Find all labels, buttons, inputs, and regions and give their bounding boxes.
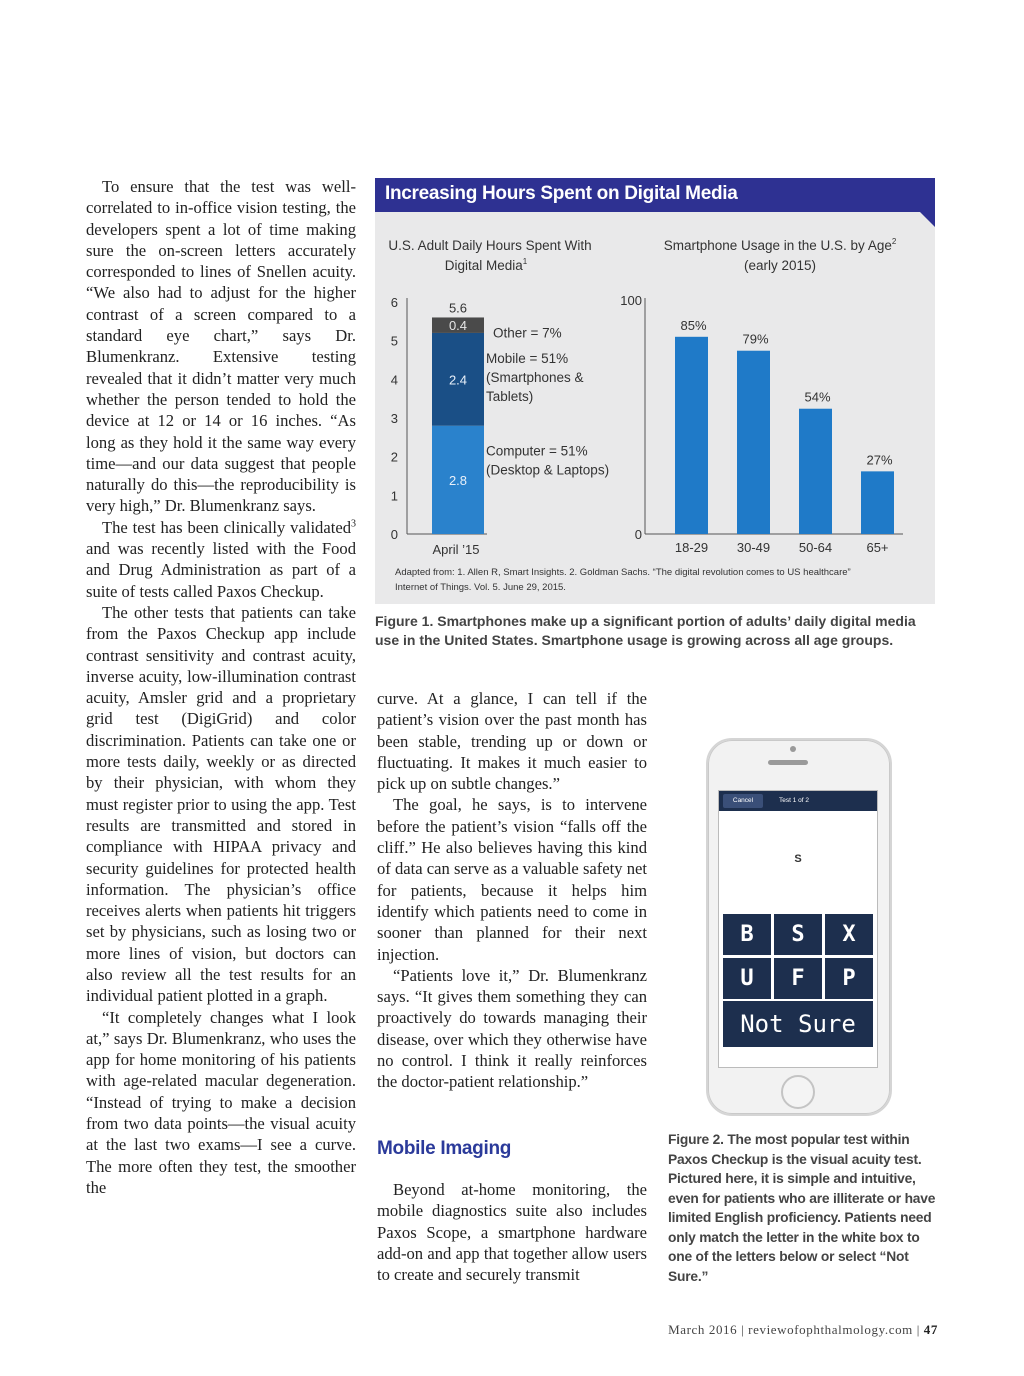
footer-site: reviewofophthalmology.com xyxy=(748,1322,913,1337)
chart1-category-label: April ’15 xyxy=(432,542,480,557)
chart2-bar-label: 54% xyxy=(804,389,831,405)
letter-key-x[interactable]: X xyxy=(825,914,873,955)
chart2-title-line2: (early 2015) xyxy=(743,258,817,273)
chart1-legend-entry: (Desktop & Laptops) xyxy=(486,462,610,478)
speaker-icon xyxy=(768,760,808,765)
phone-screen xyxy=(718,790,878,1068)
figure1-banner-notch xyxy=(920,212,935,227)
chart2-category-label: 65+ xyxy=(866,540,889,555)
test-progress-label: Test 1 of 2 xyxy=(779,797,809,804)
chart2-ytick-label: 100 xyxy=(620,293,642,308)
figure1-title: Increasing Hours Spent on Digital Media xyxy=(385,183,738,204)
chart2-bar-label: 27% xyxy=(866,452,893,468)
chart1-total-label: 5.6 xyxy=(448,300,468,316)
target-letter: S xyxy=(794,853,802,865)
chart2-bar xyxy=(799,409,832,534)
paragraph: The goal, he says, is to intervene before the patient’s vision “falls off the cliff.” He also believes having this kind of data can serve as a valuable safety net for patients, because it helps him identify which patients need to come in sooner than planned for their next injection. xyxy=(377,795,647,964)
figure1-caption: Figure 1. Smartphones make up a significant portion of adults’ daily digital media use in the United States. Smartphone usage is growing across all age groups. xyxy=(375,613,916,648)
paragraph: Beyond at-home monitoring, the mobile diagnostics suite also includes Paxos Scope, a smartphone hardware add-on and app that together allow users to create and securely transmit xyxy=(377,1180,647,1285)
article-column-middle xyxy=(377,688,647,1093)
chart2-category-label: 30-49 xyxy=(736,540,771,555)
letter-key-f[interactable]: F xyxy=(774,958,822,999)
chart1-title-line1: U.S. Adult Daily Hours Spent With xyxy=(388,238,592,253)
cancel-button[interactable]: Cancel xyxy=(723,794,763,808)
camera-icon xyxy=(790,746,796,752)
chart1-ytick-label: 1 xyxy=(390,488,398,504)
letter-key-b[interactable]: B xyxy=(723,914,771,955)
chart1-legend-entry: Other = 7% xyxy=(493,325,562,341)
figure1-charts xyxy=(375,212,935,604)
chart1-segment-label: 2.4 xyxy=(448,372,468,388)
chart1-ytick-label: 0 xyxy=(390,527,398,542)
paragraph: “It completely changes what I look at,” says Dr. Blumenkranz, who uses the app for home monitoring of his patients with age-related macular degeneration. “Instead of trying to make a decision from two data points—the visual acuity at the last two exams—I see a curve. The more often they test, the smoother the xyxy=(86,1007,356,1197)
chart1-legend-entry: Mobile = 51% xyxy=(486,350,569,366)
letter-key-s[interactable]: S xyxy=(774,914,822,955)
chart2-category-label: 50-64 xyxy=(798,540,833,555)
chart1-title-line2: Digital Media$^1$ xyxy=(444,257,528,273)
chart2-bar xyxy=(675,337,708,534)
chart1-ytick-label: 4 xyxy=(390,372,398,388)
letter-key-u[interactable]: U xyxy=(723,958,771,999)
footer-separator: | xyxy=(916,1322,920,1337)
chart1-ytick-label: 3 xyxy=(390,411,398,426)
home-button-icon xyxy=(781,1075,815,1109)
section-heading: Mobile Imaging xyxy=(377,1138,512,1159)
paragraph: “Patients love it,” Dr. Blumenkranz says. “It gives them something they can proactively do towards managing their disease, over which they otherwise have no control. I think it really reinforces the doctor-patient relationship.” xyxy=(377,965,647,1092)
chart1-segment-label: 0.4 xyxy=(448,318,468,334)
letter-key-p[interactable]: P xyxy=(825,958,873,999)
paragraph: To ensure that the test was well-correlated to in-office vision testing, the developers spent a lot of time making sure the on-screen letters accurately corresponded to lines of Snellen acuity. “We also had to adjust for the higher contrast of a screen compared to a standard eye chart,” says Dr. Blumenkranz. Extensive testing revealed that it didn’t matter very much whether the person tended to hold the device at 12 or 14 or 16 inches. “As long as they hold it the same way every time—and our data suggest that people naturally do this—the reproducibility is very high,” Dr. Blumenkranz says. xyxy=(86,177,356,516)
chart1-ytick-label: 5 xyxy=(390,333,398,349)
paragraph: The test has been clinically validated$^3$ and was recently listed with the Food and Drug Administration as part of a suite of tests called Paxos Checkup. xyxy=(86,517,356,601)
footer-separator: | xyxy=(741,1322,745,1337)
app-header-bar xyxy=(719,791,877,811)
figure2-caption: Figure 2. The most popular test within Paxos Checkup is the visual acuity test. Pictured here, it is simple and intuitive, even for patients who are illiterate or have limited English proficiency. Patients need only match the letter in the white box to one of the letters below or select “Not Sure.” xyxy=(668,1132,936,1284)
page-number: 47 xyxy=(923,1322,938,1337)
chart2-title-line1: Smartphone Usage in the U.S. by Age$^2$ xyxy=(663,237,897,253)
chart2-bar-label: 79% xyxy=(742,331,769,347)
chart1-legend-entry: Tablets) xyxy=(486,388,534,404)
chart2-bar xyxy=(861,471,894,534)
chart1-ytick-label: 2 xyxy=(390,449,398,465)
chart1-ytick-label: 6 xyxy=(390,295,398,310)
chart2-category-label: 18-29 xyxy=(674,540,709,555)
figure1-source-line2: Internet of Things. Vol. 5. June 29, 2015. xyxy=(395,582,566,593)
chart2-ytick-label: 0 xyxy=(634,527,642,542)
chart2-bar-label: 85% xyxy=(680,317,707,333)
page-footer xyxy=(620,1322,938,1338)
paragraph: The other tests that patients can take from the Paxos Checkup app include contrast sensitivity and contrast acuity, inverse acuity, low-illumination contrast acuity, Amsler grid and a proprietary grid test (DigiGrid) and color discrimination. Patients can take one or more tests daily, weekly or as directed by their physician, with whom they must register prior to using the app. Test results are transmitted and stored in compliance with HIPAA privacy and security guidelines for protected health information. The physician’s office receives alerts when patients hit triggers set by physicians, such as losing two or more lines of vision, but doctors can also review all the test results for an individual patient plotted in a graph. xyxy=(86,602,356,1006)
not-sure-button[interactable]: Not Sure xyxy=(723,1001,873,1047)
footer-issue: March 2016 xyxy=(668,1322,738,1337)
article-column-left xyxy=(86,176,356,1198)
chart1-legend-entry: (Smartphones & xyxy=(486,369,584,385)
paragraph: curve. At a glance, I can tell if the patient’s vision over the past month has been stable, trending up or down or fluctuating. It makes it much easier to pick up on subtle changes.” xyxy=(377,689,647,794)
chart2-bar xyxy=(737,351,770,534)
chart1-segment-label: 2.8 xyxy=(448,472,468,488)
figure1-source-line1: Adapted from: 1. Allen R, Smart Insights. 2. Goldman Sachs. “The digital revolution comes to US healthcare” xyxy=(395,567,851,578)
reference-superscript: 3 xyxy=(351,518,356,530)
article-column-middle-continued xyxy=(377,1179,647,1285)
chart1-legend-entry: Computer = 51% xyxy=(486,443,588,459)
